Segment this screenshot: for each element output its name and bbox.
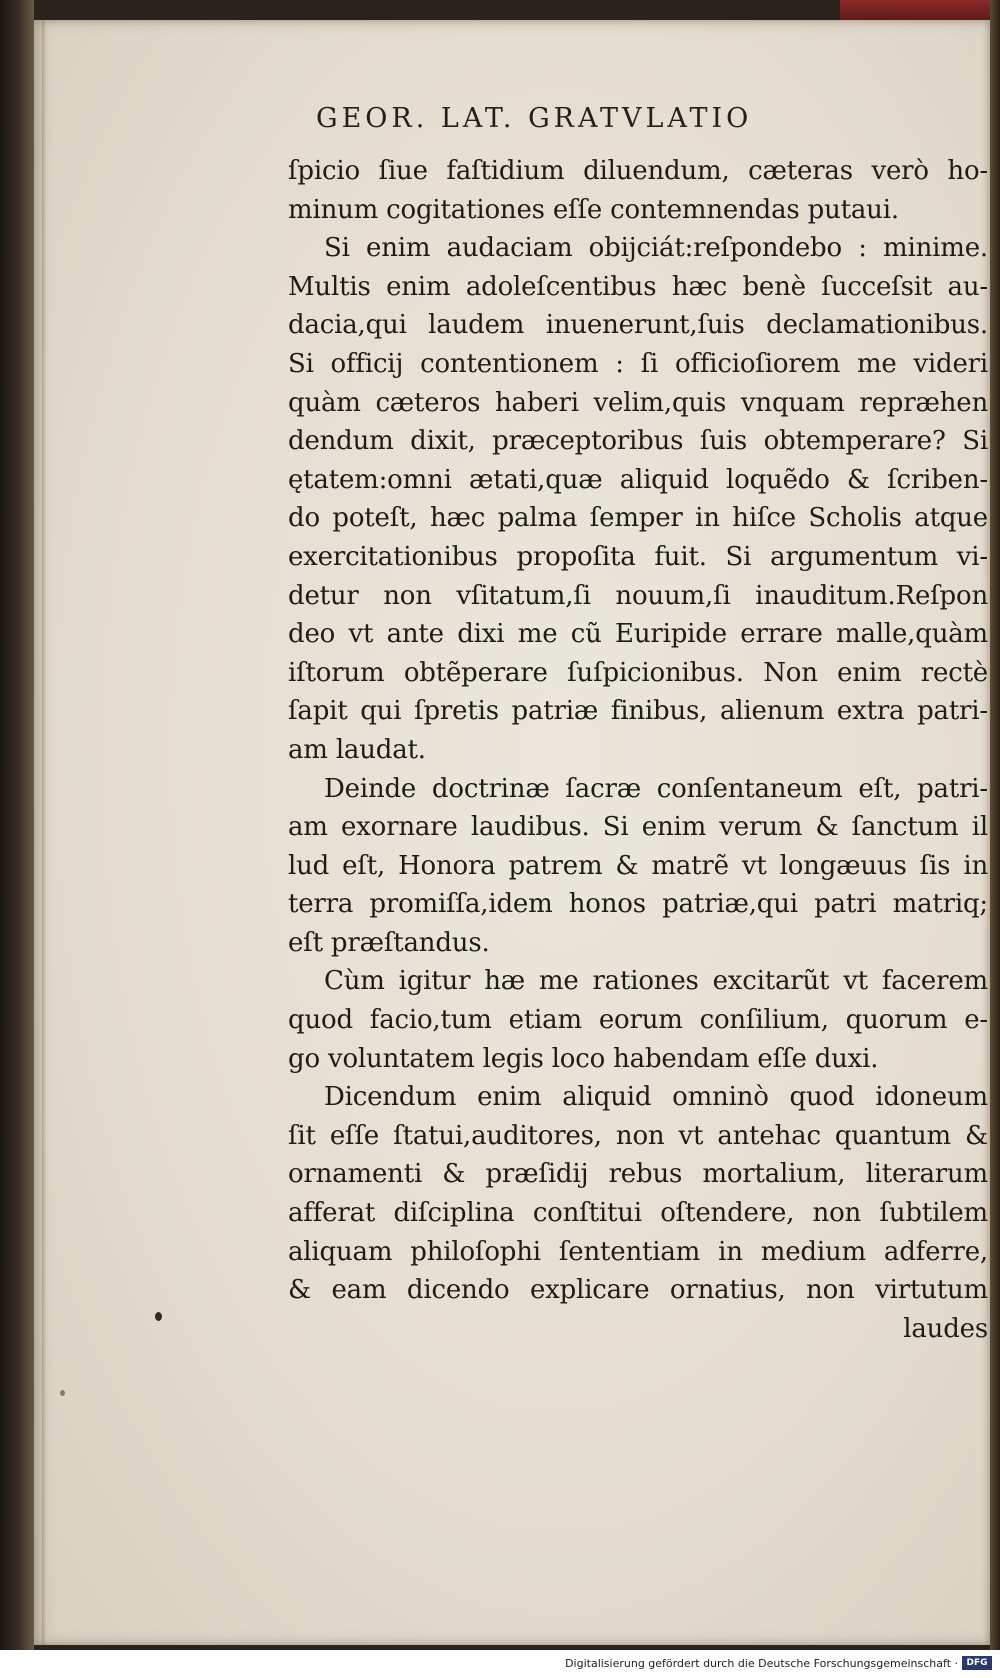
- book-binding-edge: [0, 0, 34, 1650]
- text-line: afferat diſciplina conſtitui oſtendere, non ſubtilem: [288, 1198, 988, 1229]
- text-line: Multis enim adoleſcentibus hæc benè ſucceſsit au-: [288, 271, 988, 302]
- ink-blot: [155, 1312, 162, 1321]
- text-line: ſit eſſe ſtatui,auditores, non vt antehac quantum &: [288, 1120, 988, 1151]
- cover-edge: [840, 0, 1000, 22]
- text-line: Dicendum enim aliquid omninò quod idoneum: [324, 1082, 988, 1113]
- text-line: detur non vſitatum,ſi nouum,ſi inauditum.Reſpon: [288, 580, 988, 611]
- dfg-logo: DFG: [962, 1656, 992, 1670]
- text-line: ſapit qui ſpretis patriæ finibus, alienum extra patri-: [288, 696, 988, 727]
- footer-bar: [0, 1650, 1000, 1678]
- text-line: quod facio,tum etiam eorum conſilium, quorum e-: [288, 1005, 988, 1036]
- text-line: ornamenti & præſidij rebus mortalium, literarum: [288, 1159, 988, 1190]
- running-head: GEOR. LAT. GRATVLATIO: [316, 103, 753, 134]
- text-line: aliquam philoſophi ſententiam in medium adferre,: [288, 1236, 988, 1267]
- funding-credit: Digitalisierung gefördert durch die Deutsche Forschungsgemeinschaft ·: [565, 1657, 958, 1670]
- gutter-shadow: [42, 20, 46, 1645]
- page-edge: [990, 0, 1000, 1650]
- text-line: dendum dixit, præceptoribus ſuis obtemperare? Si: [288, 426, 988, 457]
- text-line: Si enim audaciam obijciát:reſpondebo : minime.: [324, 233, 988, 264]
- text-line: & eam dicendo explicare ornatius, non virtutum: [288, 1275, 988, 1306]
- text-line: am exornare laudibus. Si enim verum & ſanctum il: [288, 812, 988, 843]
- text-line: am laudat.: [288, 734, 426, 765]
- body-text: [288, 152, 988, 1348]
- text-line: Deinde doctrinæ ſacræ conſentaneum eſt, patri-: [324, 773, 988, 804]
- text-line: do poteſt, hæc palma ſemper in hiſce Scholis atque: [288, 503, 988, 534]
- text-line: go voluntatem legis loco habendam eſſe duxi.: [288, 1043, 879, 1074]
- text-line: deo vt ante dixi me cũ Euripide errare malle,quàm: [288, 619, 988, 650]
- text-line: lud eſt, Honora patrem & matrẽ vt longæuus ſis in: [288, 850, 988, 881]
- text-line: ſpicio ſiue faſtidium diluendum, cæteras verò ho-: [288, 156, 988, 186]
- text-line: dacia,qui laudem inuenerunt,ſuis declamationibus.: [288, 310, 988, 341]
- text-line: Si officij contentionem : ſi officioſiorem me videri: [288, 348, 988, 379]
- catchword: laudes: [903, 1313, 988, 1344]
- text-line: terra promiſſa,idem honos patriæ,qui patri matriq;: [288, 889, 988, 920]
- ink-spot: [60, 1390, 65, 1396]
- text-line: Cùm igitur hæ me rationes excitarũt vt facerem: [324, 966, 988, 997]
- text-line: minum cogitationes eſſe contemnendas putaui.: [288, 194, 899, 225]
- text-line: eſt præſtandus.: [288, 927, 490, 958]
- text-line: exercitationibus propoſita fuit. Si argumentum vi-: [288, 541, 988, 572]
- text-line: quàm cæteros haberi velim,quis vnquam repræhen: [288, 387, 988, 418]
- text-line: ętatem:omni ætati,quæ aliquid loquẽdo & ſcriben-: [288, 464, 988, 495]
- text-line: iſtorum obtẽperare ſuſpicionibus. Non enim rectè: [288, 657, 988, 688]
